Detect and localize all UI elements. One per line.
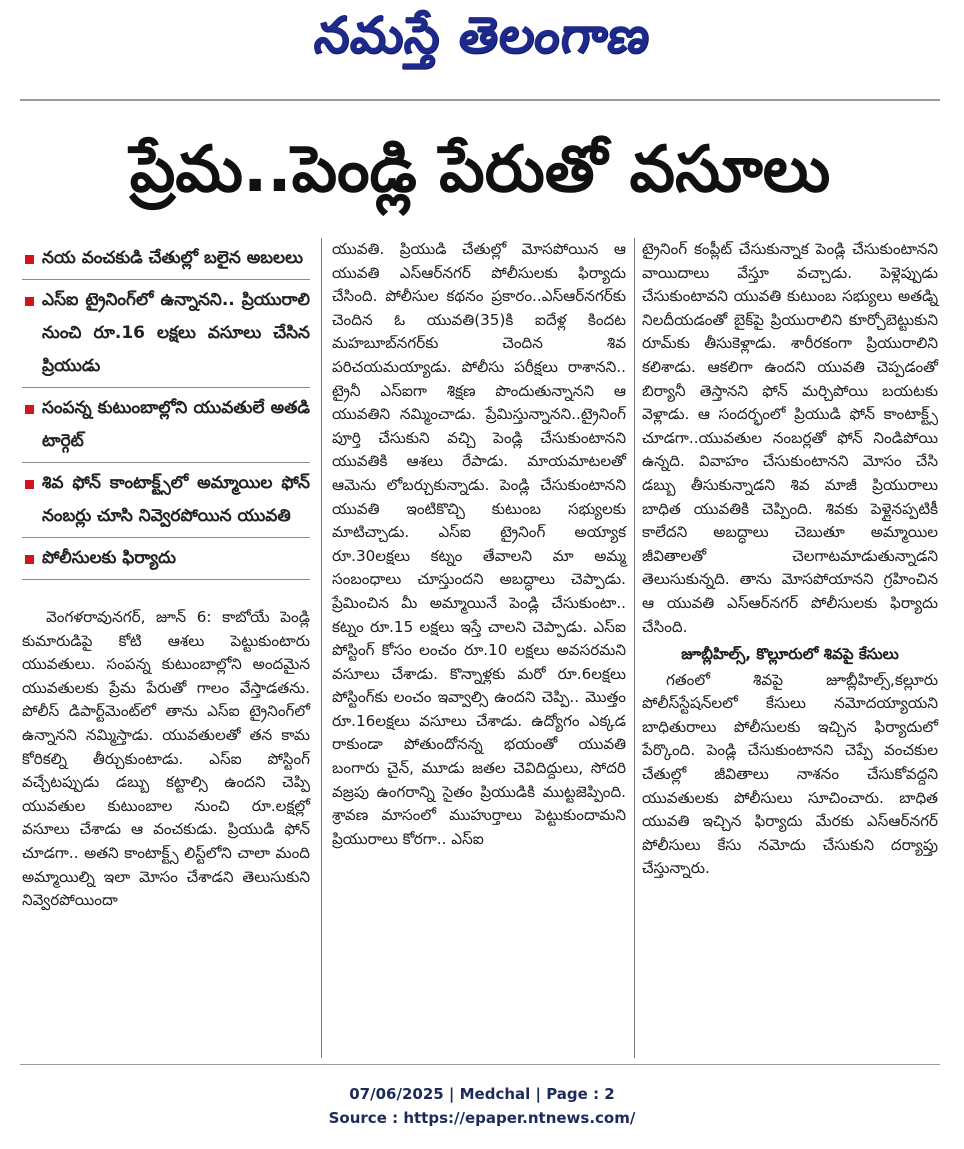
edition-info: 07/06/2025 | Medchal | Page : 2 (349, 1085, 615, 1103)
article-paragraph: యువతి. ప్రియుడి చేతుల్లో మోసపోయిన ఆ యువతి ఎస్‌ఆర్‌నగర్ పోలీసులకు ఫిర్యాదు చేసింది. పోలీసుల కథనం ప్రకారం..ఎస్‌ఆర్‌నగర్‌కు చెందిన ఓ యువతి(35)కి ఐదేళ్ల కిందట మహబూబ్‌నగర్‌కు చెందిన శివ పరిచయమయ్యాడు. పోలీసు పరీక్షలు రాశానని.. ట్రైనీ ఎస్‌ఐగా శిక్షణ పొందుతున్నానని ఆ యువతిని నమ్మించాడు. ప్రేమిస్తున్నానని..ట్రైనింగ్ పూర్తి చేసుకుని వచ్చి పెండ్లి చేసుకుంటానని యువతికి ఆశలు రేపాడు. మాయమాటలతో ఆమెను లోబర్చుకున్నాడు. పెండ్లి చేసుకుంటానని యువతి ఇంటికొచ్చి కుటుంబ సభ్యులకు మాటిచ్చాడు. ఎస్‌ఐ ట్రైనింగ్ అయ్యాక రూ.30లక్షలు కట్నం తేవాలని మా అమ్మ సంబంధాలు చూస్తుందని అబద్ధాలు చెప్పాడు. ప్రేమించిన మీ అమ్మాయినే పెండ్లి చేసుకుంటా.. కట్నం రూ.15 లక్షలు ఇస్తే చాలని చెప్పాడు. ఎస్‌ఐ పోస్టింగ్ కోసం లంచం రూ.10 లక్షలు అవసరమని వసూలు చేశాడు. కొన్నాళ్లకు మరో రూ.6లక్షలు పోస్టింగ్‌కు లంచం ఇవ్వాల్సి ఉందని చెప్పి.. మొత్తం రూ.16లక్షలు వసూలు చేశాడు. ఉద్యోగం ఎక్కడ రాకుండా పోతుందోనన్న భయంతో యువతి బంగారు చైన్, మూడు జతల చెవిదిద్దులు, సోదరి వజ్రపు ఉంగరాన్ని సైతం ప్రియుడికి ముట్టజెప్పింది. శ్రావణ మాసంలో ముహుర్తాలు పెట్టుకుందామని ప్రియురాలు కోరగా.. ఎస్‌ఐ (332, 240, 626, 848)
article-paragraph: గతంలో శివపై జూబ్లీహిల్స్,కల్లూరు పోలీస్‌స్టేషన్‌లలో కేసులు నమోదయ్యాయని బాధితురాలు పోలీసులకు ఇచ్చిన ఫిర్యాదులో పేర్కొంది. పెండ్లి చేసుకుంటానని చెప్పే వంచకుల చేతుల్లో జీవితాలు నాశనం చేసుకోవద్దని యువతులకు పోలీసులు సూచించారు. బాధిత యువతి ఇచ్చిన ఫిర్యాదు మేరకు ఎస్‌ఆర్‌నగర్ పోలీసులు కేసు నమోదు చేసుకుని దర్యాప్తు చేస్తున్నారు. (642, 670, 938, 878)
red-square-bullet-icon (25, 255, 34, 264)
highlight-item (22, 538, 310, 580)
highlight-text: పోలీసులకు ఫిర్యాదు (42, 548, 176, 568)
top-divider (20, 99, 940, 101)
article-paragraph: వెంగళరావునగర్, జూన్ 6: కాబోయే పెండ్లి కుమారుడిపై కోటి ఆశలు పెట్టుకుంటారు యువతులు. సంపన్న కుటుంబాల్లోని అందమైన యువతులకు ప్రేమ పేరుతో గాలం వేస్తాడతను. పోలీస్ డిపార్ట్‌మెంట్‌లో తాను ఎస్‌ఐ ట్రైనింగ్‌లో ఉన్నానని నమ్మిస్తాడు. యువతులతో తన కామ కోరికల్ని తీర్చుకుంటాడు. ఎస్‌ఐ పోస్టింగ్ వచ్చేటప్పుడు డబ్బు కట్టాల్సి ఉందని చెప్పి యువతుల కుటుంబాల నుంచి రూ.లక్షల్లో వసూలు చేశాడు ఆ వంచకుడు. ప్రియుడి ఫోన్ చూడగా.. అతని కాంటాక్ట్స్ లిస్ట్‌లోని చాలా మంది అమ్మాయిల్ని ఇలా మోసం చేశాడని తెలుసుకుని నివ్వెరపోయిందా (22, 608, 310, 910)
highlight-item (22, 388, 310, 463)
highlight-text: నయ వంచకుడి చేతుల్లో బలైన అబలలు (42, 248, 304, 268)
highlight-text: సంపన్న కుటుంబాల్లోని యువతులే అతడి టార్గెట్ (42, 398, 310, 451)
source-url: Source : https://epaper.ntnews.com/ (328, 1109, 636, 1127)
red-square-bullet-icon (25, 555, 34, 564)
article-column-2 (332, 238, 626, 851)
red-square-bullet-icon (25, 405, 34, 414)
highlight-text: శివ ఫోన్ కాంటాక్ట్స్‌లో అమ్మాయిల ఫోన్ నంబర్లు చూసి నివ్వెరపోయిన యువతి (42, 473, 310, 526)
highlight-text: ఎస్‌ఐ ట్రైనింగ్‌లో ఉన్నానని.. ప్రియురాలి నుంచి రూ.16 లక్షలు వసూలు చేసిన ప్రియుడు (42, 290, 310, 376)
masthead-logo: నమస్తే తెలంగాణ (311, 5, 655, 64)
article-column-1 (22, 238, 310, 913)
red-square-bullet-icon (25, 480, 34, 489)
article-paragraph: ట్రైనింగ్ కంప్లీట్ చేసుకున్నాక పెండ్లి చేసుకుంటానని వాయిదాలు వేస్తూ వచ్చాడు. పెళ్లెప్పుడు చేసుకుంటావని యువతి కుటుంబ సభ్యులు అతడ్ని నిలదీయడంతో బైక్‌పై ప్రియురాలిని కూర్చోబెట్టుకుని రూమ్‌కు తీసుకెళ్లాడు. శారీరకంగా ప్రియురాలిని కలిశాడు. ఆకలిగా ఉందని యువతి చెప్పడంతో బిర్యానీ తెస్తానని ఫోన్ మర్చిపోయి బయటకు వెళ్లాడు. ఆ సందర్భంలో ప్రియుడి ఫోన్ కాంటాక్ట్స్ చూడగా..యువతుల నంబర్లతో ఫోన్ నిండిపోయి ఉన్నది. వివాహం చేసుకుంటానని మోసం చేసి డబ్బు తీసుకున్నాడని శివ మాజీ ప్రియురాలు బాధిత యువతికి చెప్పింది. శివకు పెళ్లైనప్పటికీ కాలేదని అబద్ధాలు చెబుతూ అమ్మాయిల జీవితాలతో చెలగాటమాడుతున్నాడని తెలుసుకున్నది. తాను మోసపోయానని గ్రహించిన ఆ యువతి ఎస్‌ఆర్‌నగర్ పోలీసులకు ఫిర్యాదు చేసింది. (642, 240, 938, 636)
column-divider (634, 238, 635, 1058)
source-footer (0, 1082, 964, 1130)
highlight-item (22, 238, 310, 280)
highlights-list (22, 238, 310, 580)
bottom-divider (20, 1064, 940, 1065)
highlight-item (22, 463, 310, 538)
section-subheading: జూబ్లీహిల్స్, కొల్లూరులో శివపై కేసులు (681, 645, 899, 664)
highlight-item (22, 280, 310, 388)
column-divider (321, 238, 322, 1058)
masthead (0, 0, 964, 82)
article-headline: ప్రేమ..పెండ్లి పేరుతో వసూలు (129, 133, 831, 207)
red-square-bullet-icon (25, 297, 34, 306)
article-column-3 (642, 238, 938, 881)
